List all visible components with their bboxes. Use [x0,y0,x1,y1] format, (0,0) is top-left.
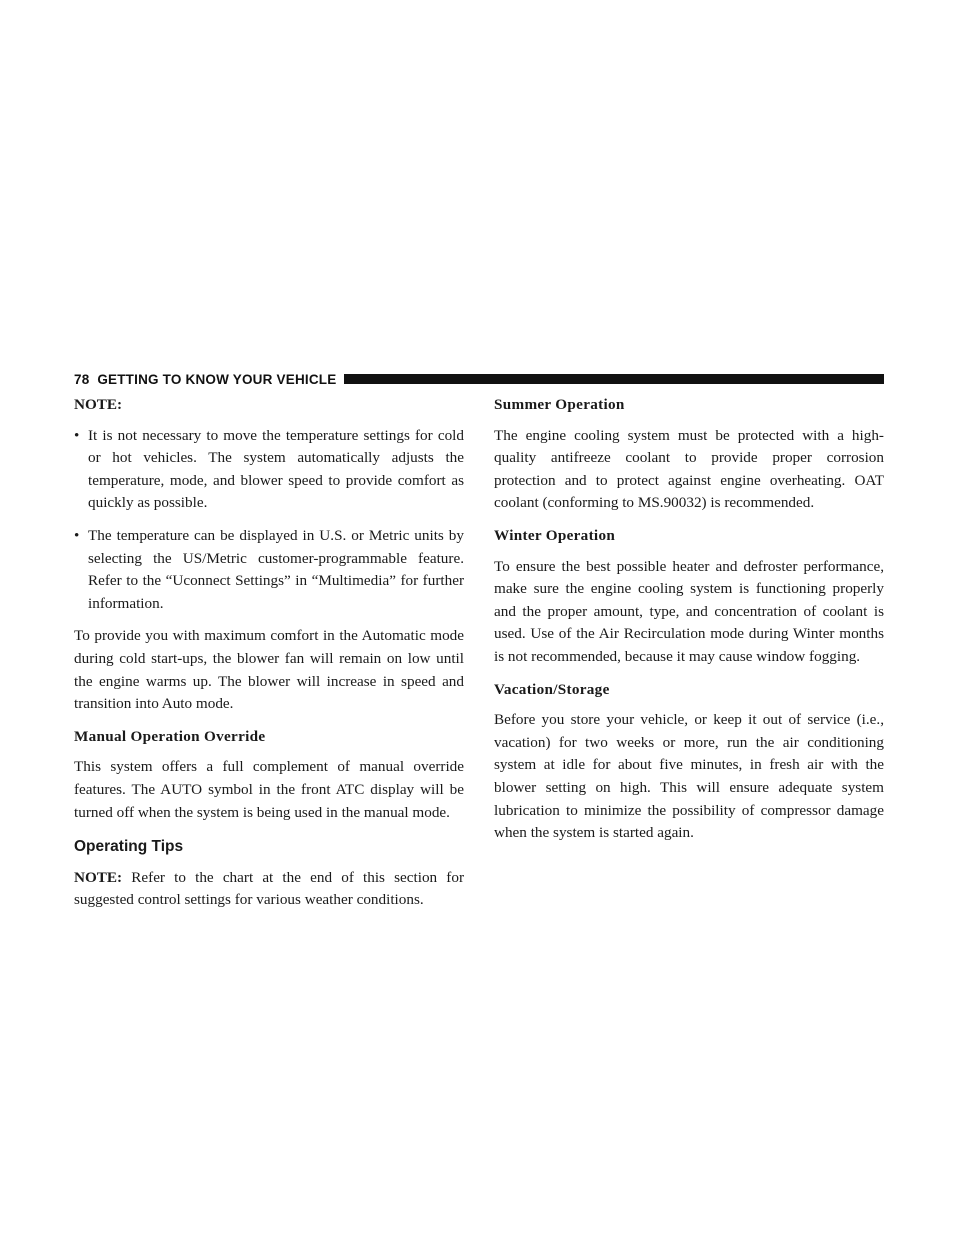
manual-override-paragraph: This system offers a full complement of manual override features. The AUTO symbol in the front ATC display will be turned off when the system is being used in the manual mode. [74,758,464,821]
note-bullet-list [74,425,464,616]
tips-note-text: Refer to the chart at the end of this section for suggested control settings for various weather conditions. [74,868,464,909]
note-label: NOTE: [74,396,123,413]
manual-override-heading: Manual Operation Override [74,727,266,745]
tips-note-label: NOTE: [74,868,123,886]
left-column [74,394,464,922]
vacation-storage-paragraph: Before you store your vehicle, or keep it out of service (i.e., vacation) for two weeks or more, run the air conditioning system at idle for about five minutes, in fresh air with the blower setting on high. This will ensure adequate system lubrication to minimize the possibility of compressor damage when the system is started again. [494,711,884,842]
bullet-icon: • [74,426,80,444]
bullet-text: The temperature can be displayed in U.S. or Metric units by selecting the US/Metric customer-programmable feature. Refer to the “Uconnect Settings” in “Multimedia” for further information. [88,526,464,612]
bullet-icon: • [74,526,80,544]
list-item [74,425,464,515]
page-number: 78 [74,371,90,387]
page-header [74,370,884,388]
page-header-text [74,372,336,387]
winter-operation-heading: Winter Operation [494,526,616,544]
header-rule [344,374,884,384]
vacation-storage-heading: Vacation/Storage [494,680,610,698]
section-title: GETTING TO KNOW YOUR VEHICLE [97,371,337,387]
operating-tips-note [74,867,464,912]
right-column [494,394,884,855]
summer-operation-heading: Summer Operation [494,396,625,413]
summer-operation-paragraph: The engine cooling system must be protected with a high-quality antifreeze coolant to provide proper corrosion protection and to protect against engine overheating. OAT coolant (conforming to MS.90032) is recommended. [494,426,884,512]
operating-tips-heading: Operating Tips [74,838,184,856]
bullet-text: It is not necessary to move the temperature settings for cold or hot vehicles. The system automatically adjusts the temperature, mode, and blower speed to provide comfort as quickly as possible. [88,426,464,512]
cold-start-paragraph: To provide you with maximum comfort in the Automatic mode during cold start-ups, the blower fan will remain on low until the engine warms up. The blower will increase in speed and transition into Auto mode. [74,627,464,713]
list-item [74,525,464,615]
winter-operation-paragraph: To ensure the best possible heater and defroster performance, make sure the engine cooling system is functioning properly and the proper amount, type, and concentration of coolant is used. Use of the Air Recirculation mode during Winter months is not recommended, because it may cause window fogging. [494,557,884,665]
